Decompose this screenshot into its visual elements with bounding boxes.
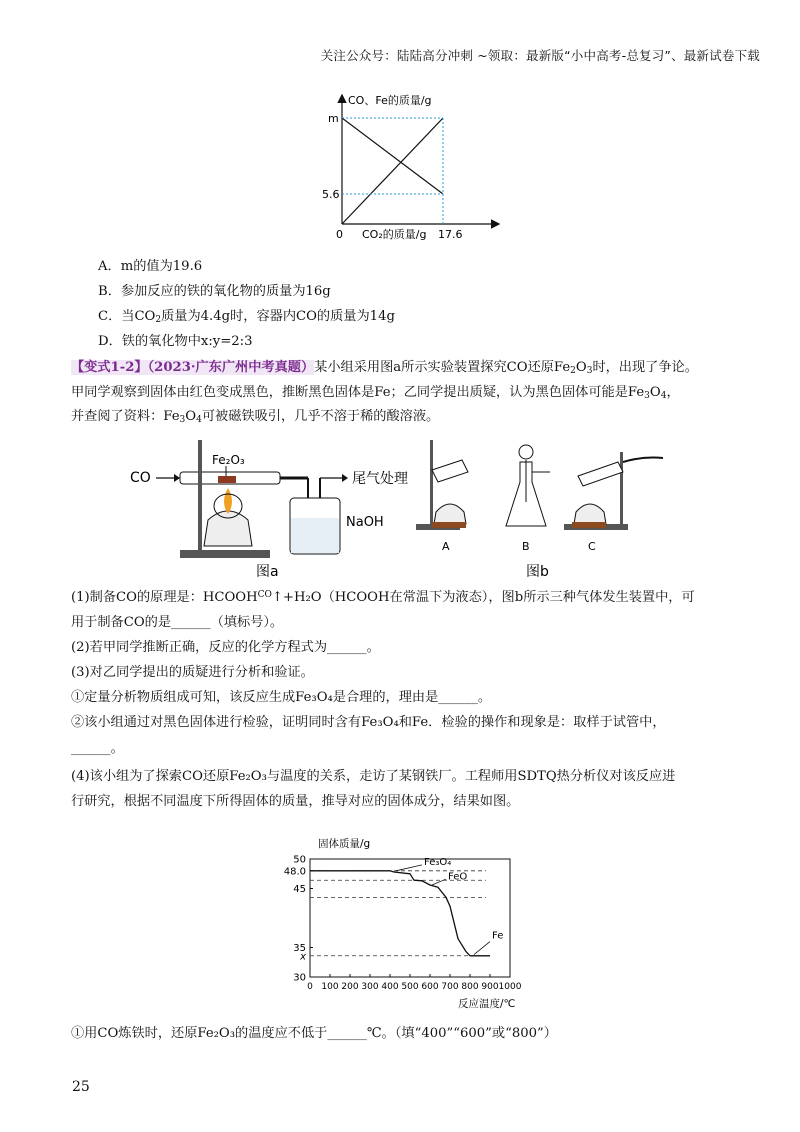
fig1-origin: 0	[336, 228, 343, 241]
chart-y-tick-label: 48.0	[283, 866, 306, 878]
caption-a: 图a	[256, 564, 279, 580]
chart-x-tick-label: 900	[481, 982, 499, 992]
option-d: D．铁的氧化物中x:y=2:3	[98, 334, 253, 349]
variant-tag: 【变式1-2】	[71, 360, 148, 375]
q4-line-2: 行研究，根据不同温度下所得固体的质量，推导对应的固体成分，结果如图。	[71, 794, 520, 809]
chart-x-tick-label: 0	[307, 982, 313, 992]
q3-2: ②该小组通过对黑色固体进行检验，证明同时含有Fe₃O₄和Fe．检验的操作和现象是：取样于试管中，	[71, 715, 666, 730]
problem-line-1: 【变式1-2】（2023·广东广州中考真题）某小组采用图a所示实验装置探究CO还原$Fe_2O_3$时，出现了争论。	[71, 360, 698, 376]
apparatus-a	[416, 440, 468, 553]
q4-1: ①用CO炼铁时，还原Fe₂O₃的温度应不低于______℃。（填“400”“600”或“800”）	[71, 1026, 557, 1041]
apparatus-c	[564, 452, 663, 553]
chart-annotation-leader	[474, 942, 490, 955]
q3-2b: ______。	[71, 741, 124, 756]
chart-plot-frame	[310, 856, 510, 977]
source-tag: （2023·广东广州中考真题）	[147, 360, 315, 375]
q2: (2)若甲同学推断正确，反应的化学方程式为______。	[71, 640, 380, 655]
q3: (3)对乙同学提出的质疑进行分析和验证。	[71, 665, 314, 680]
fe2o3-sample	[218, 476, 236, 483]
chart-x-tick-label: 100	[321, 982, 339, 992]
option-a: A．m的值为19.6	[98, 259, 203, 274]
chart-series-line	[310, 871, 490, 956]
chart-x-tick-label: 500	[401, 982, 419, 992]
co-inlet-label: CO	[130, 470, 151, 486]
svg-text:C: C	[588, 540, 596, 553]
fig1-fe-line	[342, 118, 443, 224]
chart-y-tick-label: 30	[293, 972, 306, 984]
exhaust-label: 尾气处理	[352, 471, 408, 487]
fe2o3-label: Fe₂O₃	[212, 453, 245, 467]
option-c: C．当$CO_2$质量为4.4g时，容器内CO的质量为14g	[98, 309, 395, 325]
chart-y-tick-label: 45	[293, 884, 306, 895]
chart-annotation-leader	[396, 865, 422, 871]
stand-rod	[198, 440, 202, 550]
fig1-y-label: CO、Fe的质量/g	[348, 94, 432, 107]
chart-annotation-label: Fe₃O₄	[424, 856, 452, 868]
chart-xlabel: 反应温度/℃	[458, 998, 516, 1010]
stand-base	[180, 550, 270, 558]
fig1-tick-56: 5.6	[322, 188, 340, 201]
apparatus-b	[506, 445, 550, 553]
chart-y-tick-label-x: x	[300, 951, 306, 963]
page-number: 25	[72, 1079, 90, 1095]
q4-line-1: (4)该小组为了探索CO还原Fe₂O₃与温度的关系，走访了某钢铁厂。工程师用SDTQ热分析仪对该反应进	[71, 769, 676, 784]
chart-x-tick-label: 600	[421, 982, 439, 992]
q3-1: ①定量分析物质组成可知，该反应生成Fe₃O₄是合理的，理由是______。	[71, 690, 492, 705]
chart-x-tick-label: 700	[441, 982, 459, 992]
q1-line-1: (1)制备CO的原理是：$HCOOH^{CO}↑+H_2O(HCOOH$在常温下为液态），图b所示三种气体发生装置中，可	[71, 590, 695, 605]
apparatus-figure	[120, 432, 680, 582]
chart-x-tick-label: 1000	[498, 982, 522, 992]
chart-annotation-label: Fe	[492, 930, 504, 942]
fig1-tick-m: m	[328, 112, 339, 125]
chart-y-tick-label: 50	[293, 854, 306, 866]
thermal-chart	[272, 835, 542, 1011]
page-header: 关注公众号：陆陆高分冲刺 ~领取：最新版“小中高考-总复习”、最新试卷下载	[320, 48, 760, 63]
fig1-x-tick: 17.6	[438, 228, 463, 241]
naoh-label: NaOH	[346, 515, 384, 530]
chart-x-tick-label: 300	[361, 982, 379, 992]
caption-b: 图b	[526, 564, 549, 580]
fig1-co-line	[342, 118, 443, 194]
chart-x-tick-label: 200	[341, 982, 359, 992]
q1-line-2: 用于制备CO的是______（填标号）。	[71, 615, 284, 630]
chart-ylabel: 固体质量/g	[318, 838, 371, 850]
problem-line-3: 并查阅了资料：$Fe_3O_4$可被磁铁吸引，几乎不溶于稀的酸溶液。	[71, 409, 440, 425]
fig1-x-label: CO₂的质量/g	[362, 228, 427, 241]
problem-line-2: 甲同学观察到固体由红色变成黑色，推断黑色固体是Fe；乙同学提出质疑，认为黑色固体可能是$Fe_3O_4$，	[71, 385, 680, 401]
chart-annotation-label: FeO	[448, 871, 468, 883]
svg-text:B: B	[522, 540, 530, 553]
figure1-graph	[310, 88, 510, 248]
chart-y-tick-label: 35	[293, 943, 306, 954]
flame	[224, 488, 232, 514]
chart-x-tick-label: 400	[381, 982, 399, 992]
svg-text:A: A	[442, 540, 450, 553]
alcohol-lamp	[204, 511, 252, 546]
option-b: B．参加反应的铁的氧化物的质量为16g	[98, 284, 331, 299]
chart-x-tick-label: 800	[461, 982, 479, 992]
